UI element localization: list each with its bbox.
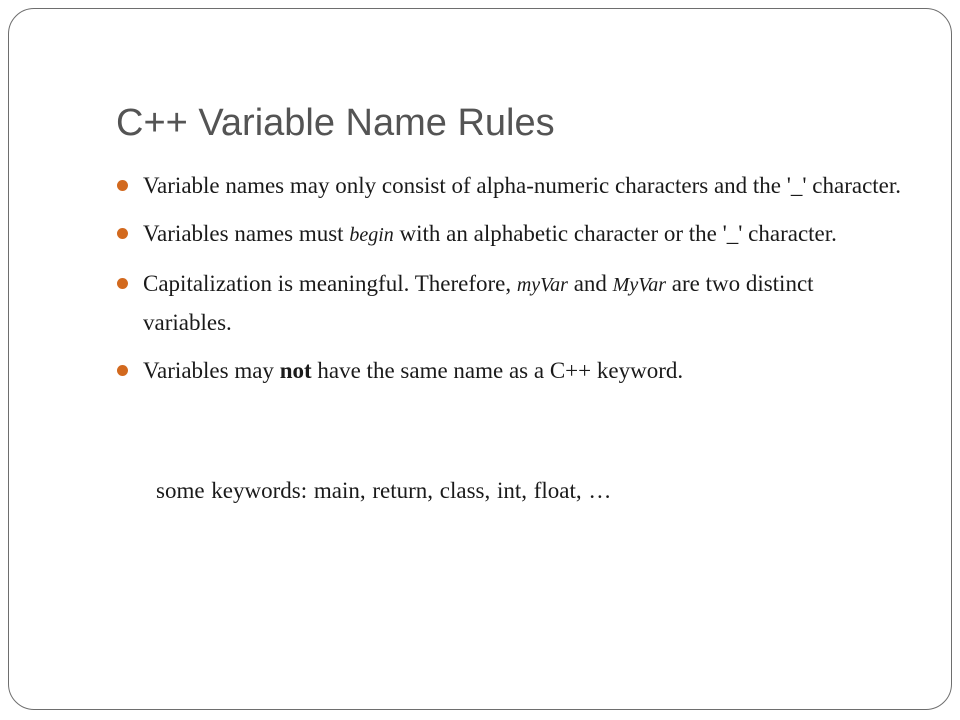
bullet-text: and <box>567 271 613 296</box>
bullet-emphasis: MyVar <box>612 274 666 296</box>
bullet-emphasis: not <box>279 358 312 383</box>
bullet-emphasis: begin <box>349 224 394 246</box>
bullet-dot-icon <box>117 365 128 376</box>
bullet-text: Capitalization is meaningful. Therefore, <box>143 271 517 296</box>
bullet-dot-icon <box>117 278 128 289</box>
bullet-item-capitalization <box>117 265 907 341</box>
slide-title: C++ Variable Name Rules <box>116 102 555 144</box>
bullet-dot-icon <box>117 180 128 191</box>
keywords-line: some keywords: main, return, class, int, float, … <box>156 478 612 503</box>
bullet-dot-icon <box>117 228 128 239</box>
bullet-text: with an alphabetic character or the '_' character. <box>393 221 837 246</box>
bullet-emphasis: myVar <box>516 274 568 296</box>
bullet-text: Variable names may only consist of alpha-numeric characters and the '_' character. <box>143 173 902 198</box>
bullet-text: are two distinct variables. <box>143 271 814 335</box>
slide-frame <box>8 8 952 710</box>
bullet-text: Variables may <box>143 358 280 383</box>
bullet-item-charset <box>117 167 907 204</box>
bullet-item-keywords <box>117 352 907 389</box>
bullet-text: Variables names must <box>143 221 350 246</box>
bullet-text: have the same name as a C++ keyword. <box>311 358 684 383</box>
bullet-item-begin <box>117 215 907 254</box>
bullet-list <box>117 167 907 400</box>
